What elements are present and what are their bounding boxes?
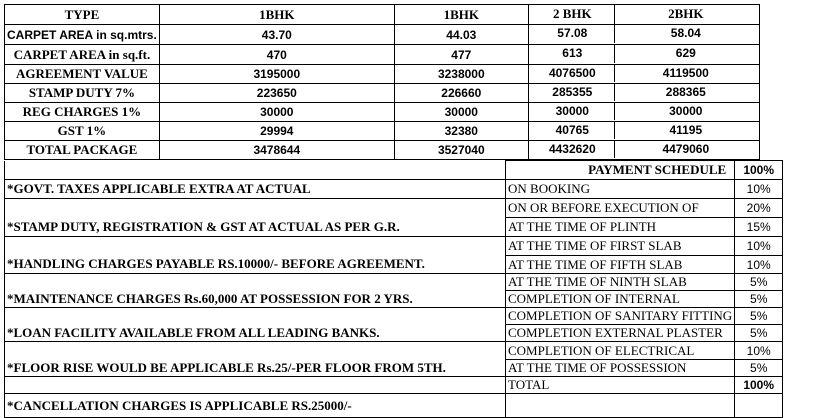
schedule-stage: AT THE TIME OF FIRST SLAB [506, 237, 735, 256]
pricing-cell: 3478644 [159, 141, 394, 160]
schedule-blank [506, 394, 735, 418]
pricing-row-label: AGREEMENT VALUE [5, 65, 160, 84]
pricing-blank [759, 141, 803, 160]
price-sheet [4, 4, 804, 418]
schedule-row [5, 218, 783, 237]
pricing-cell: 32380 [394, 122, 528, 141]
pricing-total-row [5, 141, 804, 160]
schedule-stage: AT THE TIME OF NINTH SLAB [506, 274, 735, 291]
pricing-cell: 613 [562, 46, 583, 60]
schedule-stage: COMPLETION EXTERNAL PLASTER [506, 325, 735, 342]
schedule-stage: AT THE TIME OF FIFTH SLAB [506, 256, 735, 274]
schedule-stage: ON OR BEFORE EXECUTION OF [506, 199, 735, 218]
schedule-row [5, 180, 783, 199]
pricing-blank [759, 84, 803, 103]
pricing-cell: 30000 [555, 104, 589, 118]
notes-spacer [5, 237, 506, 256]
pricing-cell: 288365 [665, 85, 706, 99]
header-unit-3: 2 BHK [552, 5, 592, 21]
note: *MAINTENANCE CHARGES Rs.60,000 AT POSSESSION FOR 2 YRS. [5, 291, 506, 308]
final-note-row [5, 394, 783, 418]
pricing-cell: 3527040 [394, 141, 528, 160]
schedule-percent: 5% [735, 360, 783, 377]
pricing-row-label: TOTAL PACKAGE [5, 141, 160, 160]
schedule-stage: AT THE TIME OF POSSESSION [506, 360, 735, 377]
schedule-percent: 10% [735, 342, 783, 360]
notes-spacer [5, 342, 506, 360]
schedule-percent: 10% [735, 256, 783, 274]
notes-and-schedule-table [4, 160, 783, 418]
schedule-title-percent: 100% [735, 161, 783, 180]
pricing-cell: 57.08 [557, 26, 588, 40]
header-unit-1: 1BHK [159, 5, 394, 25]
notes-spacer [5, 377, 506, 394]
schedule-row [5, 360, 783, 377]
schedule-percent: 5% [735, 308, 783, 325]
schedule-row [5, 199, 783, 218]
pricing-row [5, 45, 804, 65]
pricing-cell: 3238000 [394, 65, 528, 84]
pricing-row-label: GST 1% [5, 122, 160, 141]
pricing-row [5, 122, 804, 141]
pricing-cell: 58.04 [670, 26, 701, 40]
pricing-cell: 29994 [159, 122, 394, 141]
note: *CANCELLATION CHARGES IS APPLICABLE RS.25000/- [5, 394, 506, 418]
schedule-title-row [5, 161, 783, 180]
pricing-cell: 30000 [669, 104, 703, 118]
pricing-cell: 44.03 [394, 25, 528, 45]
schedule-blank [735, 394, 783, 418]
schedule-stage: AT THE TIME OF PLINTH [506, 218, 735, 237]
pricing-cell: 30000 [159, 103, 394, 122]
header-unit-2: 1BHK [394, 5, 528, 25]
schedule-total-row [5, 377, 783, 394]
pricing-cell-pair [528, 45, 759, 65]
notes-spacer [5, 199, 506, 218]
schedule-stage: COMPLETION OF SANITARY FITTING [506, 308, 735, 325]
notes-spacer [5, 308, 506, 325]
pricing-cell: 43.70 [159, 25, 394, 45]
pricing-row [5, 84, 804, 103]
pricing-row-label: STAMP DUTY 7% [5, 84, 160, 103]
note: *GOVT. TAXES APPLICABLE EXTRA AT ACTUAL [5, 180, 506, 199]
pricing-cell-pair [528, 25, 759, 45]
pricing-blank [759, 65, 803, 84]
pricing-row [5, 25, 804, 45]
pricing-row [5, 103, 804, 122]
pricing-cell-pair [528, 122, 759, 141]
pricing-cell: 4479060 [662, 142, 710, 156]
header-blank [759, 5, 803, 25]
notes-spacer [5, 274, 506, 291]
schedule-row [5, 342, 783, 360]
note: *STAMP DUTY, REGISTRATION & GST AT ACTUAL AS PER G.R. [5, 218, 506, 237]
pricing-cell-pair [528, 65, 759, 84]
pricing-row-label: REG CHARGES 1% [5, 103, 160, 122]
pricing-cell: 4432620 [548, 142, 596, 156]
pricing-blank [759, 25, 803, 45]
pricing-blank [759, 103, 803, 122]
pricing-cell-pair [528, 84, 759, 103]
pricing-cell: 4119500 [662, 66, 709, 80]
pricing-blank [759, 45, 803, 65]
pricing-row-label: CARPET AREA in sq.mtrs. [5, 25, 160, 45]
schedule-percent: 20% [735, 199, 783, 218]
schedule-stage: ON BOOKING [506, 180, 735, 199]
notes-spacer [5, 161, 506, 180]
header-type: TYPE [5, 5, 160, 25]
schedule-row [5, 256, 783, 274]
schedule-stage: COMPLETION OF ELECTRICAL [506, 342, 735, 360]
schedule-row [5, 325, 783, 342]
pricing-cell: 3195000 [159, 65, 394, 84]
pricing-row-label: CARPET AREA in sq.ft. [5, 45, 160, 65]
schedule-total-percent: 100% [735, 377, 783, 394]
pricing-blank [759, 122, 803, 141]
schedule-row [5, 237, 783, 256]
pricing-row [5, 65, 804, 84]
schedule-row [5, 274, 783, 291]
pricing-cell: 629 [675, 46, 696, 60]
schedule-percent: 10% [735, 237, 783, 256]
pricing-cell: 470 [159, 45, 394, 65]
pricing-cell-pair [528, 103, 759, 122]
schedule-percent: 5% [735, 291, 783, 308]
schedule-percent: 5% [735, 325, 783, 342]
note: *LOAN FACILITY AVAILABLE FROM ALL LEADING BANKS. [5, 325, 506, 342]
note: *HANDLING CHARGES PAYABLE RS.10000/- BEFORE AGREEMENT. [5, 256, 506, 274]
note: *FLOOR RISE WOULD BE APPLICABLE Rs.25/-PER FLOOR FROM 5TH. [5, 360, 506, 377]
schedule-percent: 15% [735, 218, 783, 237]
pricing-cell: 223650 [159, 84, 394, 103]
pricing-cell: 41195 [669, 123, 703, 137]
pricing-cell: 4076500 [548, 66, 596, 80]
pricing-cell: 285355 [552, 85, 593, 99]
header-unit-3-4 [528, 5, 759, 25]
schedule-title: PAYMENT SCHEDULE [506, 161, 735, 180]
pricing-cell: 226660 [394, 84, 528, 103]
pricing-cell-pair [528, 141, 759, 160]
pricing-and-schedule-table [4, 4, 804, 160]
pricing-cell: 40765 [555, 123, 589, 137]
schedule-stage: COMPLETION OF INTERNAL [506, 291, 735, 308]
pricing-cell: 477 [394, 45, 528, 65]
schedule-percent: 10% [735, 180, 783, 199]
header-unit-4: 2BHK [668, 5, 704, 21]
pricing-header-row [5, 5, 804, 25]
pricing-cell: 30000 [394, 103, 528, 122]
schedule-percent: 5% [735, 274, 783, 291]
schedule-total-label: TOTAL [506, 377, 735, 394]
schedule-row [5, 291, 783, 308]
schedule-row [5, 308, 783, 325]
